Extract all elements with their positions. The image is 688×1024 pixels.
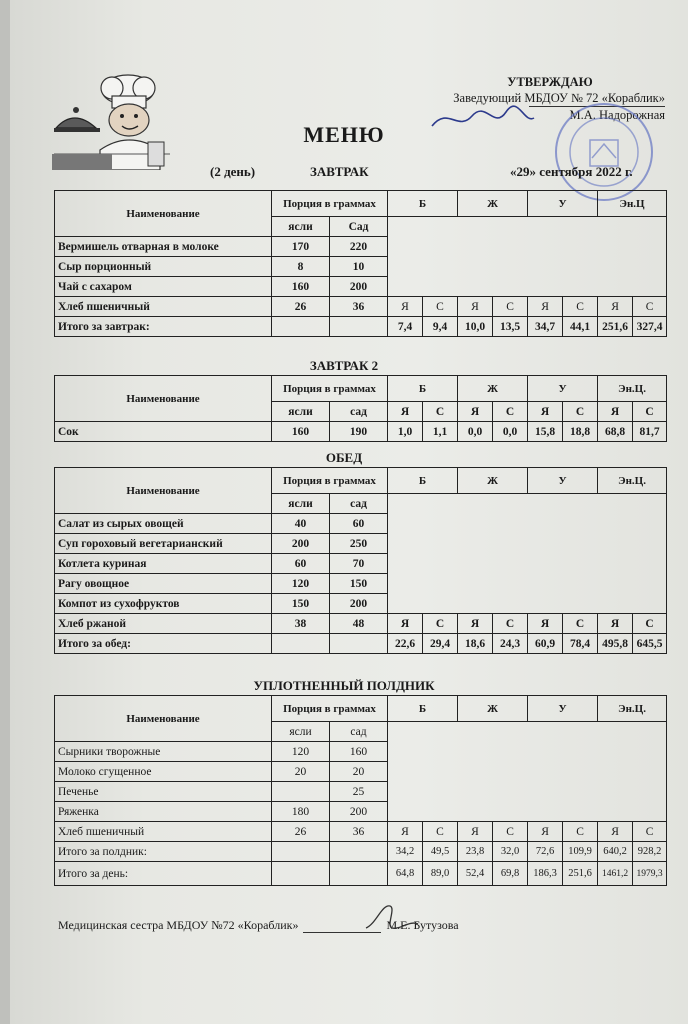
portion-garden: 10 bbox=[330, 257, 388, 277]
total-value: 44,1 bbox=[563, 317, 598, 337]
breakfast-heading-line bbox=[0, 164, 688, 182]
col-garden-header: сад bbox=[330, 722, 388, 742]
ya-label: Я bbox=[598, 402, 633, 422]
col-garden-header: сад bbox=[330, 494, 388, 514]
col-name-header: Наименование bbox=[55, 696, 272, 742]
portion-garden: 36 bbox=[330, 822, 388, 842]
total-value: 22,6 bbox=[388, 634, 423, 654]
portion-nursery: 26 bbox=[272, 822, 330, 842]
portion-garden: 250 bbox=[330, 534, 388, 554]
dish-name: Ряженка bbox=[55, 802, 272, 822]
portion-nursery: 160 bbox=[272, 422, 330, 442]
portion-nursery: 40 bbox=[272, 514, 330, 534]
portion-garden: 48 bbox=[330, 614, 388, 634]
nutrient-value: 1,0 bbox=[388, 422, 423, 442]
menu-title: МЕНЮ bbox=[303, 122, 385, 147]
portion-nursery: 20 bbox=[272, 762, 330, 782]
dish-name: Чай с сахаром bbox=[55, 277, 272, 297]
col-name-header: Наименование bbox=[55, 191, 272, 237]
snack-title: УПЛОТНЕННЫЙ ПОЛДНИК bbox=[253, 678, 435, 693]
nutrient-value: 18,8 bbox=[563, 422, 598, 442]
total-value: 327,4 bbox=[633, 317, 667, 337]
col-en-header: Эн.Ц bbox=[598, 191, 667, 217]
s-label: С bbox=[493, 297, 528, 317]
portion-nursery: 200 bbox=[272, 534, 330, 554]
total-label: Итого за полдник: bbox=[55, 842, 272, 862]
day-total-row bbox=[55, 862, 667, 886]
col-zh-header: Ж bbox=[458, 191, 528, 217]
total-row bbox=[55, 634, 667, 654]
portion-garden: 200 bbox=[330, 277, 388, 297]
ya-label: Я bbox=[598, 297, 633, 317]
total-value: 60,9 bbox=[528, 634, 563, 654]
portion-nursery: 60 bbox=[272, 554, 330, 574]
menu-date: «29» сентября 2022 г. bbox=[510, 164, 633, 179]
total-row bbox=[55, 842, 667, 862]
s-label: С bbox=[423, 297, 458, 317]
dish-name: Хлеб ржаной bbox=[55, 614, 272, 634]
table-row bbox=[55, 422, 667, 442]
s-label: С bbox=[493, 822, 528, 842]
ya-label: Я bbox=[528, 297, 563, 317]
s-label: С bbox=[423, 822, 458, 842]
breakfast-table bbox=[54, 190, 667, 337]
day-total-label: Итого за день: bbox=[55, 862, 272, 886]
total-value: 34,2 bbox=[388, 842, 423, 862]
dish-name: Вермишель отварная в молоке bbox=[55, 237, 272, 257]
s-label: С bbox=[563, 297, 598, 317]
lunch-table bbox=[54, 467, 667, 654]
ya-label: Я bbox=[388, 402, 423, 422]
day-total-value: 69,8 bbox=[493, 862, 528, 886]
total-value: 24,3 bbox=[493, 634, 528, 654]
approval-position: Заведующий МБДОУ № 72 «Кораблик» bbox=[453, 91, 665, 105]
total-value: 10,0 bbox=[458, 317, 493, 337]
col-portion-header: Порция в граммах bbox=[272, 696, 388, 722]
total-value: 18,6 bbox=[458, 634, 493, 654]
lunch-title: ОБЕД bbox=[325, 450, 363, 465]
approval-title: УТВЕРЖДАЮ bbox=[507, 75, 593, 89]
portion-nursery: 120 bbox=[272, 574, 330, 594]
s-label: С bbox=[633, 402, 667, 422]
col-name-header: Наименование bbox=[55, 376, 272, 422]
total-label: Итого за завтрак: bbox=[55, 317, 272, 337]
s-label: С bbox=[633, 822, 667, 842]
nutrient-value: 1,1 bbox=[423, 422, 458, 442]
dish-name: Сок bbox=[55, 422, 272, 442]
portion-nursery: 26 bbox=[272, 297, 330, 317]
table-row bbox=[55, 822, 667, 842]
col-portion-header: Порция в граммах bbox=[272, 376, 388, 402]
total-value: 23,8 bbox=[458, 842, 493, 862]
day-total-value: 64,8 bbox=[388, 862, 423, 886]
breakfast2-table bbox=[54, 375, 667, 442]
total-value: 29,4 bbox=[423, 634, 458, 654]
col-zh-header: Ж bbox=[458, 696, 528, 722]
ya-label: Я bbox=[388, 297, 423, 317]
chef-logo-icon bbox=[52, 68, 170, 170]
ya-label: Я bbox=[598, 614, 633, 634]
total-value: 72,6 bbox=[528, 842, 563, 862]
portion-garden: 150 bbox=[330, 574, 388, 594]
col-u-header: У bbox=[528, 696, 598, 722]
snack-table bbox=[54, 695, 667, 886]
dish-name: Хлеб пшеничный bbox=[55, 822, 272, 842]
dish-name: Салат из сырых овощей bbox=[55, 514, 272, 534]
total-row bbox=[55, 317, 667, 337]
table-row bbox=[55, 614, 667, 634]
day-total-value: 1979,3 bbox=[633, 862, 667, 886]
stamp-seal-icon bbox=[552, 100, 656, 204]
s-label: С bbox=[423, 614, 458, 634]
dish-name: Сырники творожные bbox=[55, 742, 272, 762]
nutrient-value: 0,0 bbox=[493, 422, 528, 442]
nurse-name: М.Е. Бутузова bbox=[386, 918, 459, 932]
day-total-value: 186,3 bbox=[528, 862, 563, 886]
col-zh-header: Ж bbox=[458, 468, 528, 494]
day-total-value: 89,0 bbox=[423, 862, 458, 886]
col-b-header: Б bbox=[388, 376, 458, 402]
total-value: 251,6 bbox=[598, 317, 633, 337]
col-name-header: Наименование bbox=[55, 468, 272, 514]
portion-garden: 200 bbox=[330, 802, 388, 822]
portion-nursery: 180 bbox=[272, 802, 330, 822]
total-label: Итого за обед: bbox=[55, 634, 272, 654]
col-portion-header: Порция в граммах bbox=[272, 191, 388, 217]
portion-nursery: 38 bbox=[272, 614, 330, 634]
col-nursery-header: ясли bbox=[272, 494, 330, 514]
dish-name: Суп гороховый вегетарианский bbox=[55, 534, 272, 554]
portion-garden: 190 bbox=[330, 422, 388, 442]
col-garden-header: сад bbox=[330, 402, 388, 422]
dish-name: Печенье bbox=[55, 782, 272, 802]
dish-name: Хлеб пшеничный bbox=[55, 297, 272, 317]
ya-label: Я bbox=[528, 614, 563, 634]
total-value: 7,4 bbox=[388, 317, 423, 337]
ya-label: Я bbox=[458, 402, 493, 422]
nurse-signature-icon bbox=[362, 898, 422, 934]
col-garden-header: Сад bbox=[330, 217, 388, 237]
portion-garden: 220 bbox=[330, 237, 388, 257]
portion-garden: 200 bbox=[330, 594, 388, 614]
col-b-header: Б bbox=[388, 468, 458, 494]
total-value: 640,2 bbox=[598, 842, 633, 862]
ya-label: Я bbox=[388, 614, 423, 634]
day-total-value: 52,4 bbox=[458, 862, 493, 886]
ya-label: Я bbox=[388, 822, 423, 842]
dish-name: Компот из сухофруктов bbox=[55, 594, 272, 614]
total-value: 928,2 bbox=[633, 842, 667, 862]
dish-name: Рагу овощное bbox=[55, 574, 272, 594]
portion-nursery bbox=[272, 782, 330, 802]
total-value: 13,5 bbox=[493, 317, 528, 337]
s-label: С bbox=[493, 614, 528, 634]
portion-garden: 20 bbox=[330, 762, 388, 782]
dish-name: Сыр порционный bbox=[55, 257, 272, 277]
table-row bbox=[55, 297, 667, 317]
breakfast2-title: ЗАВТРАК 2 bbox=[309, 358, 379, 373]
total-value: 495,8 bbox=[598, 634, 633, 654]
day-total-value: 251,6 bbox=[563, 862, 598, 886]
portion-garden: 70 bbox=[330, 554, 388, 574]
col-portion-header: Порция в граммах bbox=[272, 468, 388, 494]
s-label: С bbox=[493, 402, 528, 422]
approval-name: М.А. Надорожная bbox=[529, 106, 665, 123]
portion-garden: 36 bbox=[330, 297, 388, 317]
total-value: 78,4 bbox=[563, 634, 598, 654]
total-value: 645,5 bbox=[633, 634, 667, 654]
col-u-header: У bbox=[528, 468, 598, 494]
col-u-header: У bbox=[528, 191, 598, 217]
s-label: С bbox=[563, 822, 598, 842]
s-label: С bbox=[563, 614, 598, 634]
total-value: 32,0 bbox=[493, 842, 528, 862]
col-nursery-header: ясли bbox=[272, 722, 330, 742]
total-value: 9,4 bbox=[423, 317, 458, 337]
breakfast-title: ЗАВТРАК bbox=[310, 164, 369, 179]
col-en-header: Эн.Ц. bbox=[598, 696, 667, 722]
ya-label: Я bbox=[598, 822, 633, 842]
ya-label: Я bbox=[528, 822, 563, 842]
portion-garden: 25 bbox=[330, 782, 388, 802]
s-label: С bbox=[633, 297, 667, 317]
dish-name: Котлета куриная bbox=[55, 554, 272, 574]
nutrient-value: 15,8 bbox=[528, 422, 563, 442]
portion-nursery: 160 bbox=[272, 277, 330, 297]
nutrient-value: 68,8 bbox=[598, 422, 633, 442]
day-total-value: 1461,2 bbox=[598, 862, 633, 886]
total-value: 49,5 bbox=[423, 842, 458, 862]
col-en-header: Эн.Ц. bbox=[598, 376, 667, 402]
portion-nursery: 150 bbox=[272, 594, 330, 614]
portion-garden: 160 bbox=[330, 742, 388, 762]
portion-nursery: 8 bbox=[272, 257, 330, 277]
nurse-label: Медицинская сестра МБДОУ №72 «Кораблик» bbox=[58, 918, 299, 932]
s-label: С bbox=[563, 402, 598, 422]
col-nursery-header: ясли bbox=[272, 217, 330, 237]
col-u-header: У bbox=[528, 376, 598, 402]
ya-label: Я bbox=[458, 297, 493, 317]
dish-name: Молоко сгущенное bbox=[55, 762, 272, 782]
s-label: С bbox=[633, 614, 667, 634]
ya-label: Я bbox=[458, 822, 493, 842]
nutrient-value: 81,7 bbox=[633, 422, 667, 442]
col-b-header: Б bbox=[388, 696, 458, 722]
ya-label: Я bbox=[458, 614, 493, 634]
ya-label: Я bbox=[528, 402, 563, 422]
total-value: 34,7 bbox=[528, 317, 563, 337]
col-en-header: Эн.Ц. bbox=[598, 468, 667, 494]
col-zh-header: Ж bbox=[458, 376, 528, 402]
portion-nursery: 170 bbox=[272, 237, 330, 257]
col-nursery-header: ясли bbox=[272, 402, 330, 422]
s-label: С bbox=[423, 402, 458, 422]
col-b-header: Б bbox=[388, 191, 458, 217]
portion-nursery: 120 bbox=[272, 742, 330, 762]
portion-garden: 60 bbox=[330, 514, 388, 534]
day-label: (2 день) bbox=[210, 164, 256, 179]
nutrient-value: 0,0 bbox=[458, 422, 493, 442]
total-value: 109,9 bbox=[563, 842, 598, 862]
